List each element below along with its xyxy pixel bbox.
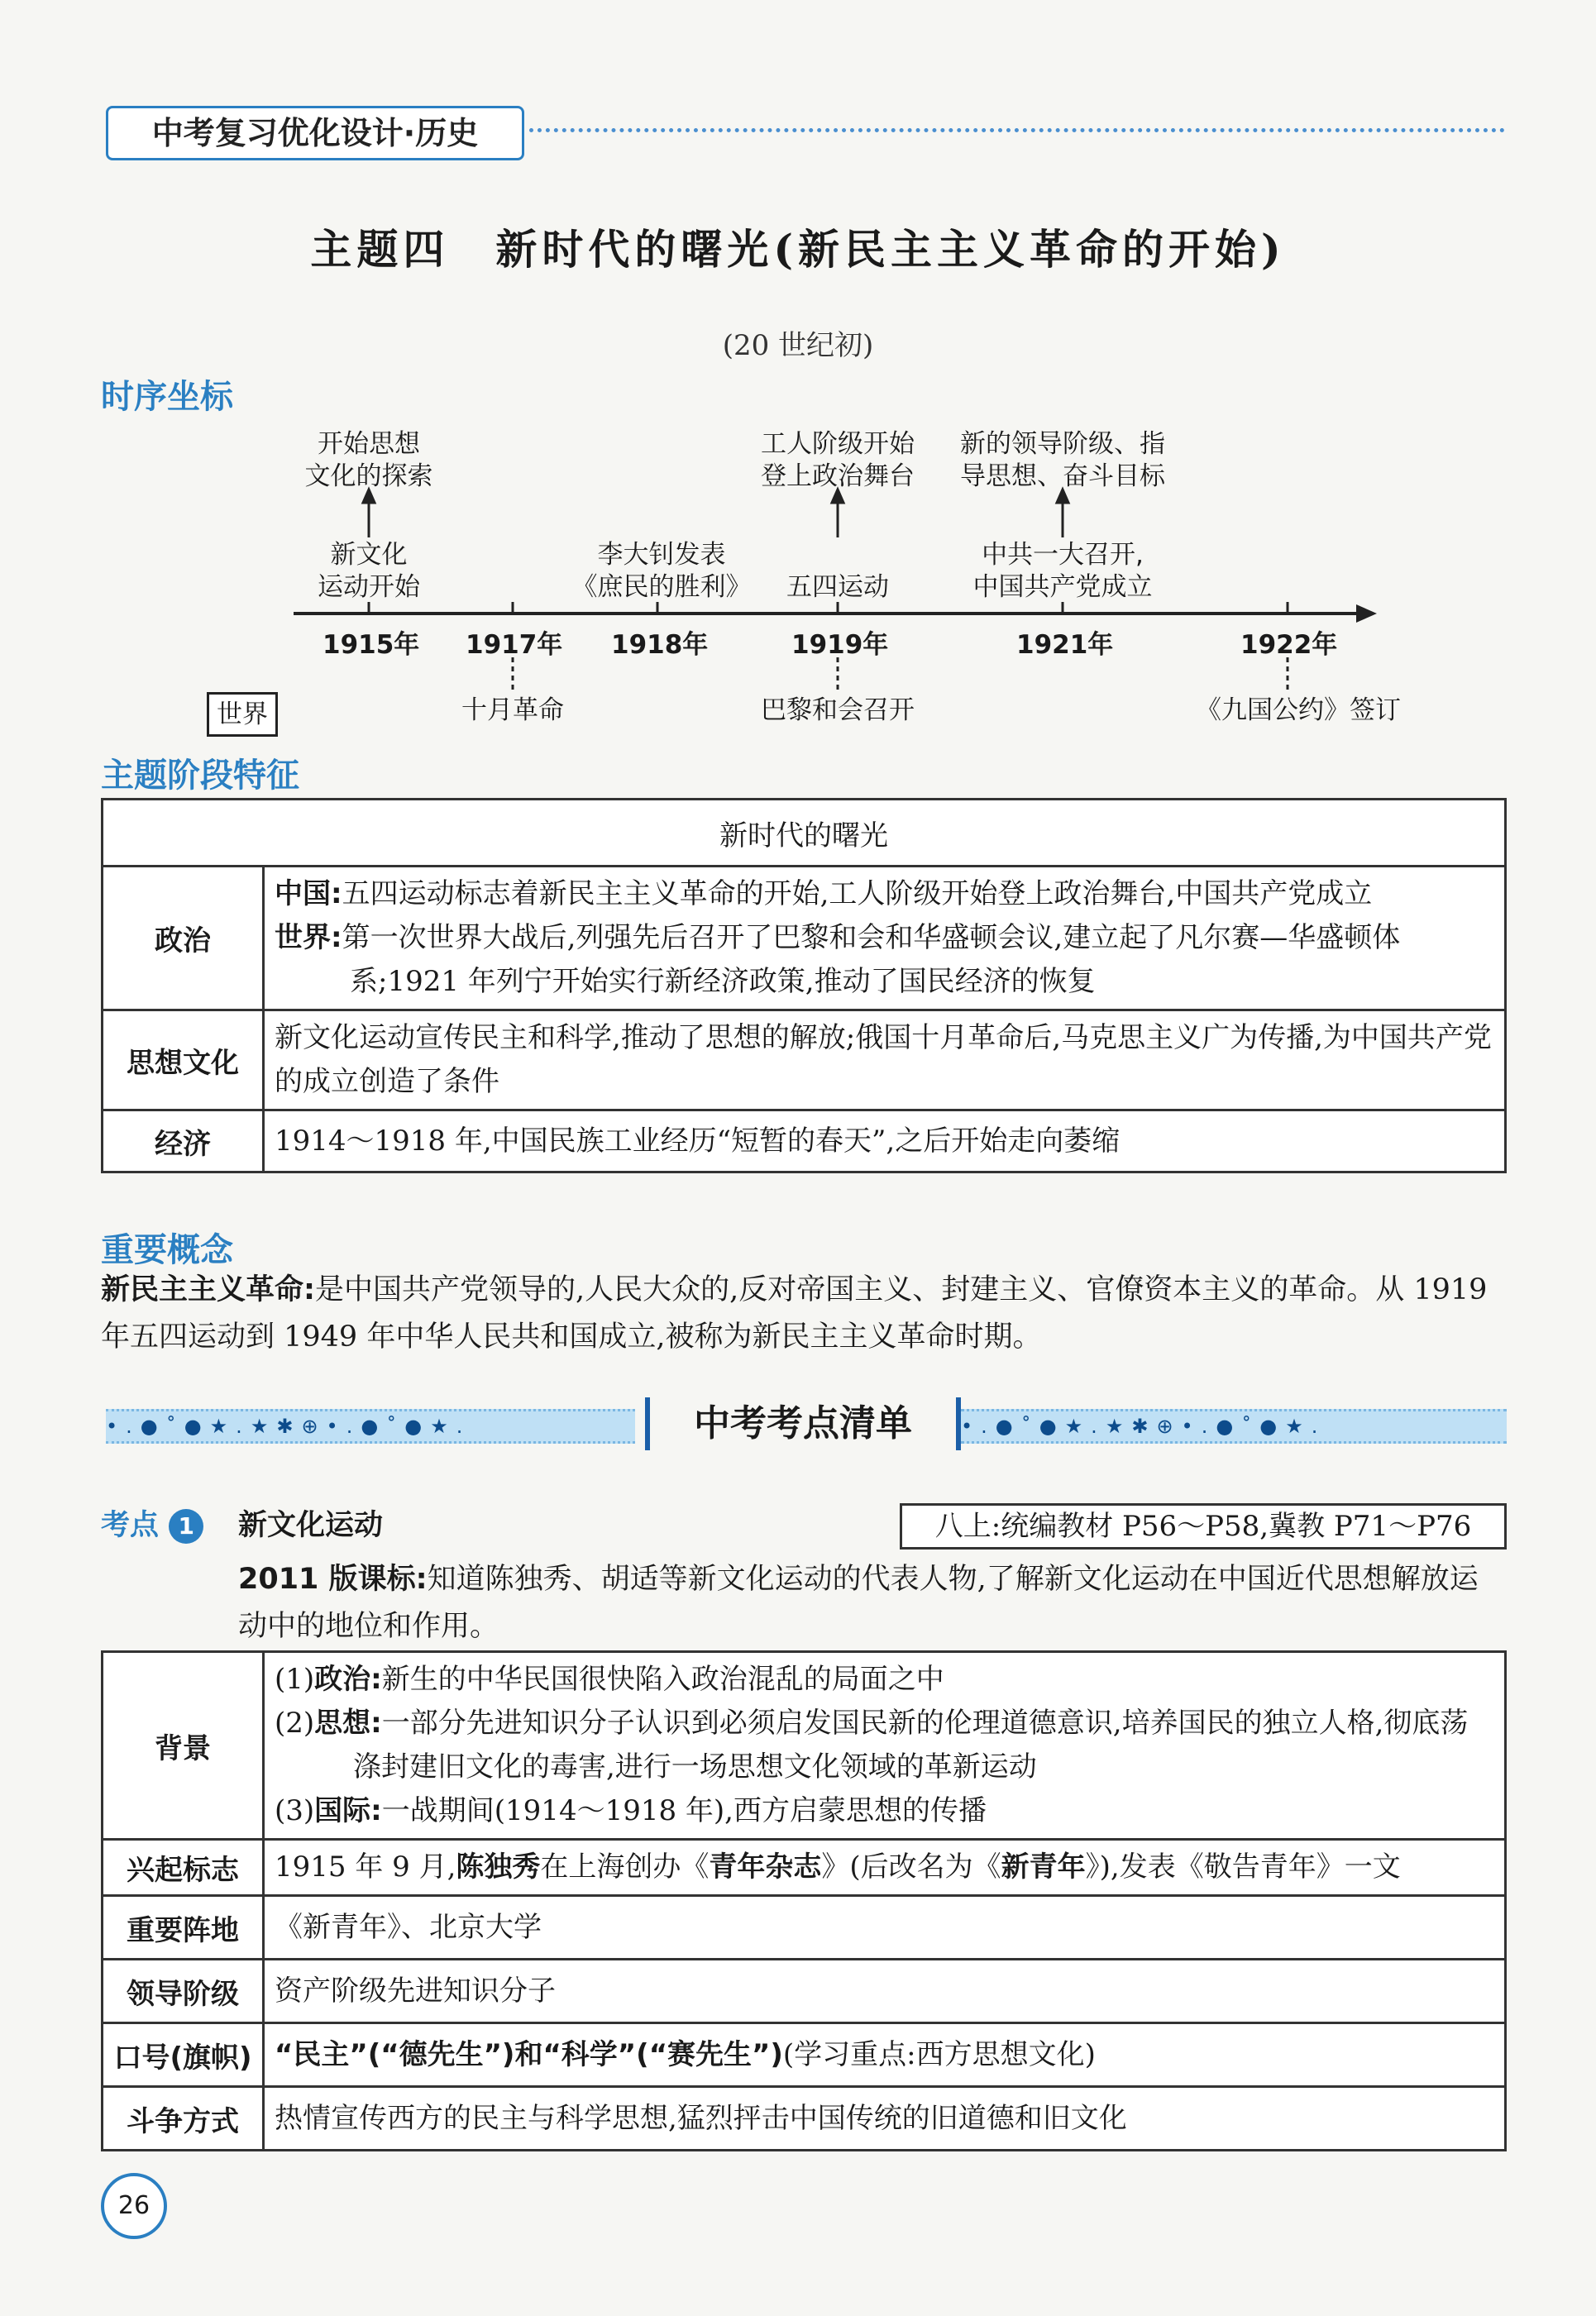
method-content: 热情宣传西方的民主与科学思想,猛烈抨击中国传统的旧道德和旧文化 <box>264 2087 1506 2151</box>
background-item <box>275 1702 1494 1789</box>
textbook-reference: 八上:统编教材 P56～P58,冀教 P71～P76 <box>900 1503 1507 1550</box>
world-event-1919: 巴黎和会召开 <box>761 695 915 725</box>
page-number: 26 <box>101 2173 167 2239</box>
leader-content: 资产阶级先进知识分子 <box>264 1960 1506 2023</box>
table-row <box>103 800 1506 867</box>
start-part: 在上海创办《 <box>540 1850 710 1884</box>
china-event-1918: 李大钊发表 《庶民的胜利》 <box>571 540 752 602</box>
standard-label: 2011 版课标: <box>238 1563 428 1596</box>
year-1922: 1922年 <box>1240 630 1338 660</box>
row-label-leader: 领导阶级 <box>103 1960 264 2023</box>
politics-world-line <box>275 916 1494 1004</box>
start-part: 》),发表《敬告青年》一文 <box>1085 1850 1401 1884</box>
row-label-slogan: 口号(旗帜) <box>103 2023 264 2087</box>
politics-china-line <box>275 872 1494 916</box>
row-label-method: 斗争方式 <box>103 2087 264 2151</box>
timeline-meaning-1915 <box>286 428 452 493</box>
book-header-title: 中考复习优化设计·历史 <box>106 106 524 160</box>
topic-title: 主题四 新时代的曙光(新民主主义革命的开始) <box>310 225 1286 274</box>
row-label-background: 背景 <box>103 1652 264 1840</box>
item-text: 新生的中华民国很快陷入政治混乱的局面之中 <box>381 1663 944 1696</box>
year-1917: 1917年 <box>466 630 563 660</box>
section-timeline-title: 时序坐标 <box>101 377 233 416</box>
background-item <box>275 1789 1494 1833</box>
item-text: 一战期间(1914～1918 年),西方启蒙思想的传播 <box>381 1794 987 1827</box>
slogan-content <box>264 2023 1506 2087</box>
banner-right-strip: •.●˚●★.★✱⊕•.●˚●★. <box>961 1409 1507 1444</box>
stage-table-header: 新时代的曙光 <box>103 800 1506 867</box>
row-label-base: 重要阵地 <box>103 1896 264 1960</box>
background-item <box>275 1658 1494 1702</box>
china-event-1915: 新文化 运动开始 <box>318 540 420 602</box>
world-event-1922: 《九国公约》签订 <box>1196 695 1401 725</box>
slogan-note: (学习重点:西方思想文化) <box>782 2037 1096 2071</box>
world-label: 世界 <box>207 692 278 737</box>
politics-content <box>264 867 1506 1010</box>
section-stage-title: 主题阶段特征 <box>101 756 299 795</box>
start-part: 》(后改名为《 <box>821 1850 1001 1884</box>
table-row <box>103 1840 1506 1896</box>
row-label-economy: 经济 <box>103 1110 264 1172</box>
timeline-meaning-1919 <box>738 428 937 493</box>
table-row <box>103 2087 1506 2151</box>
curriculum-standard <box>238 1556 1507 1650</box>
year-1918: 1918年 <box>611 630 709 660</box>
politics-world-text: 第一次世界大战后,列强先后召开了巴黎和会和华盛顿会议,建立起了凡尔赛—华盛顿体系;1921 年列宁开始实行新经济政策,推动了国民经济的恢复 <box>342 921 1401 998</box>
economy-content: 1914～1918 年,中国民族工业经历“短暂的春天”,之后开始走向萎缩 <box>264 1110 1506 1172</box>
timeline-ticks <box>369 602 1288 614</box>
start-part: 1915 年 9 月, <box>275 1850 456 1884</box>
item-key: 政治: <box>314 1663 382 1696</box>
meaning-1919-text: 工人阶级开始 登上政治舞台 <box>761 429 915 491</box>
new-culture-table <box>101 1650 1507 2151</box>
table-row <box>103 1110 1506 1172</box>
start-content <box>264 1840 1506 1896</box>
row-label-culture: 思想文化 <box>103 1010 264 1110</box>
row-label-politics: 政治 <box>103 867 264 1010</box>
item-text: 一部分先进知识分子认识到必须启发国民新的伦理道德意识,培养国民的独立人格,彻底荡涤封建旧文化的毒害,进行一场思想文化领域的革新运动 <box>353 1707 1469 1784</box>
timeline-arrowhead <box>1356 604 1377 623</box>
stage-table <box>101 798 1507 1173</box>
start-person: 陈独秀 <box>456 1850 541 1884</box>
start-magazine-new: 新青年 <box>1001 1850 1086 1884</box>
table-row <box>103 1010 1506 1110</box>
table-row <box>103 1960 1506 2023</box>
item-number: (1) <box>275 1663 315 1696</box>
concept-term: 新民主主义革命: <box>101 1273 315 1306</box>
year-1915: 1915年 <box>323 630 420 660</box>
topic-subtitle: (20 世纪初) <box>722 329 874 362</box>
table-row <box>103 1652 1506 1840</box>
politics-china-text: 五四运动标志着新民主主义革命的开始,工人阶级开始登上政治舞台,中国共产党成立 <box>342 877 1373 910</box>
item-number: (3) <box>275 1794 315 1827</box>
concept-text: 是中国共产党领导的,人民大众的,反对帝国主义、封建主义、官僚资本主义的革命。从 1919 年五四运动到 1949 年中华人民共和国成立,被称为新民主主义革命时期。 <box>101 1273 1488 1354</box>
year-1921: 1921年 <box>1016 630 1114 660</box>
meaning-1915-text: 开始思想 文化的探索 <box>304 429 433 491</box>
table-row <box>103 2023 1506 2087</box>
meaning-1921-text: 新的领导阶级、指 导思想、奋斗目标 <box>960 429 1165 491</box>
politics-world-key: 世界: <box>275 921 342 954</box>
table-row <box>103 867 1506 1010</box>
world-event-1917: 十月革命 <box>461 695 564 725</box>
concept-paragraph <box>101 1267 1507 1361</box>
item-key: 思想: <box>314 1707 382 1740</box>
slogan-text: “民主”(“德先生”)和“科学”(“赛先生”) <box>275 2037 783 2071</box>
kaodian-title: 新文化运动 <box>238 1509 384 1542</box>
culture-content: 新文化运动宣传民主和科学,推动了思想的解放;俄国十月革命后,马克思主义广为传播,为中国共产党的成立创造了条件 <box>264 1010 1506 1110</box>
banner-left-strip: •.●˚●★.★✱⊕•.●˚●★. <box>106 1409 635 1444</box>
table-row <box>103 1896 1506 1960</box>
section-concept-title: 重要概念 <box>101 1230 233 1269</box>
standard-text: 知道陈独秀、胡适等新文化运动的代表人物,了解新文化运动在中国近代思想解放运动中的地位和作用。 <box>238 1563 1479 1643</box>
item-key: 国际: <box>314 1794 382 1827</box>
kaodian-label <box>101 1507 203 1545</box>
kaodian-number-badge: 1 <box>169 1509 203 1544</box>
year-1919: 1919年 <box>791 630 889 660</box>
banner-title: 中考考点清单 <box>645 1397 961 1450</box>
item-number: (2) <box>275 1707 315 1740</box>
row-label-start: 兴起标志 <box>103 1840 264 1896</box>
start-magazine: 青年杂志 <box>709 1850 822 1884</box>
politics-china-key: 中国: <box>275 877 342 910</box>
timeline-meaning-1921 <box>943 428 1183 493</box>
china-event-1919: 五四运动 <box>786 572 889 602</box>
china-event-1921: 中共一大召开, 中国共产党成立 <box>972 540 1153 602</box>
kaodian-prefix: 考点 <box>101 1509 160 1542</box>
base-content: 《新青年》、北京大学 <box>264 1896 1506 1960</box>
background-content <box>264 1652 1506 1840</box>
